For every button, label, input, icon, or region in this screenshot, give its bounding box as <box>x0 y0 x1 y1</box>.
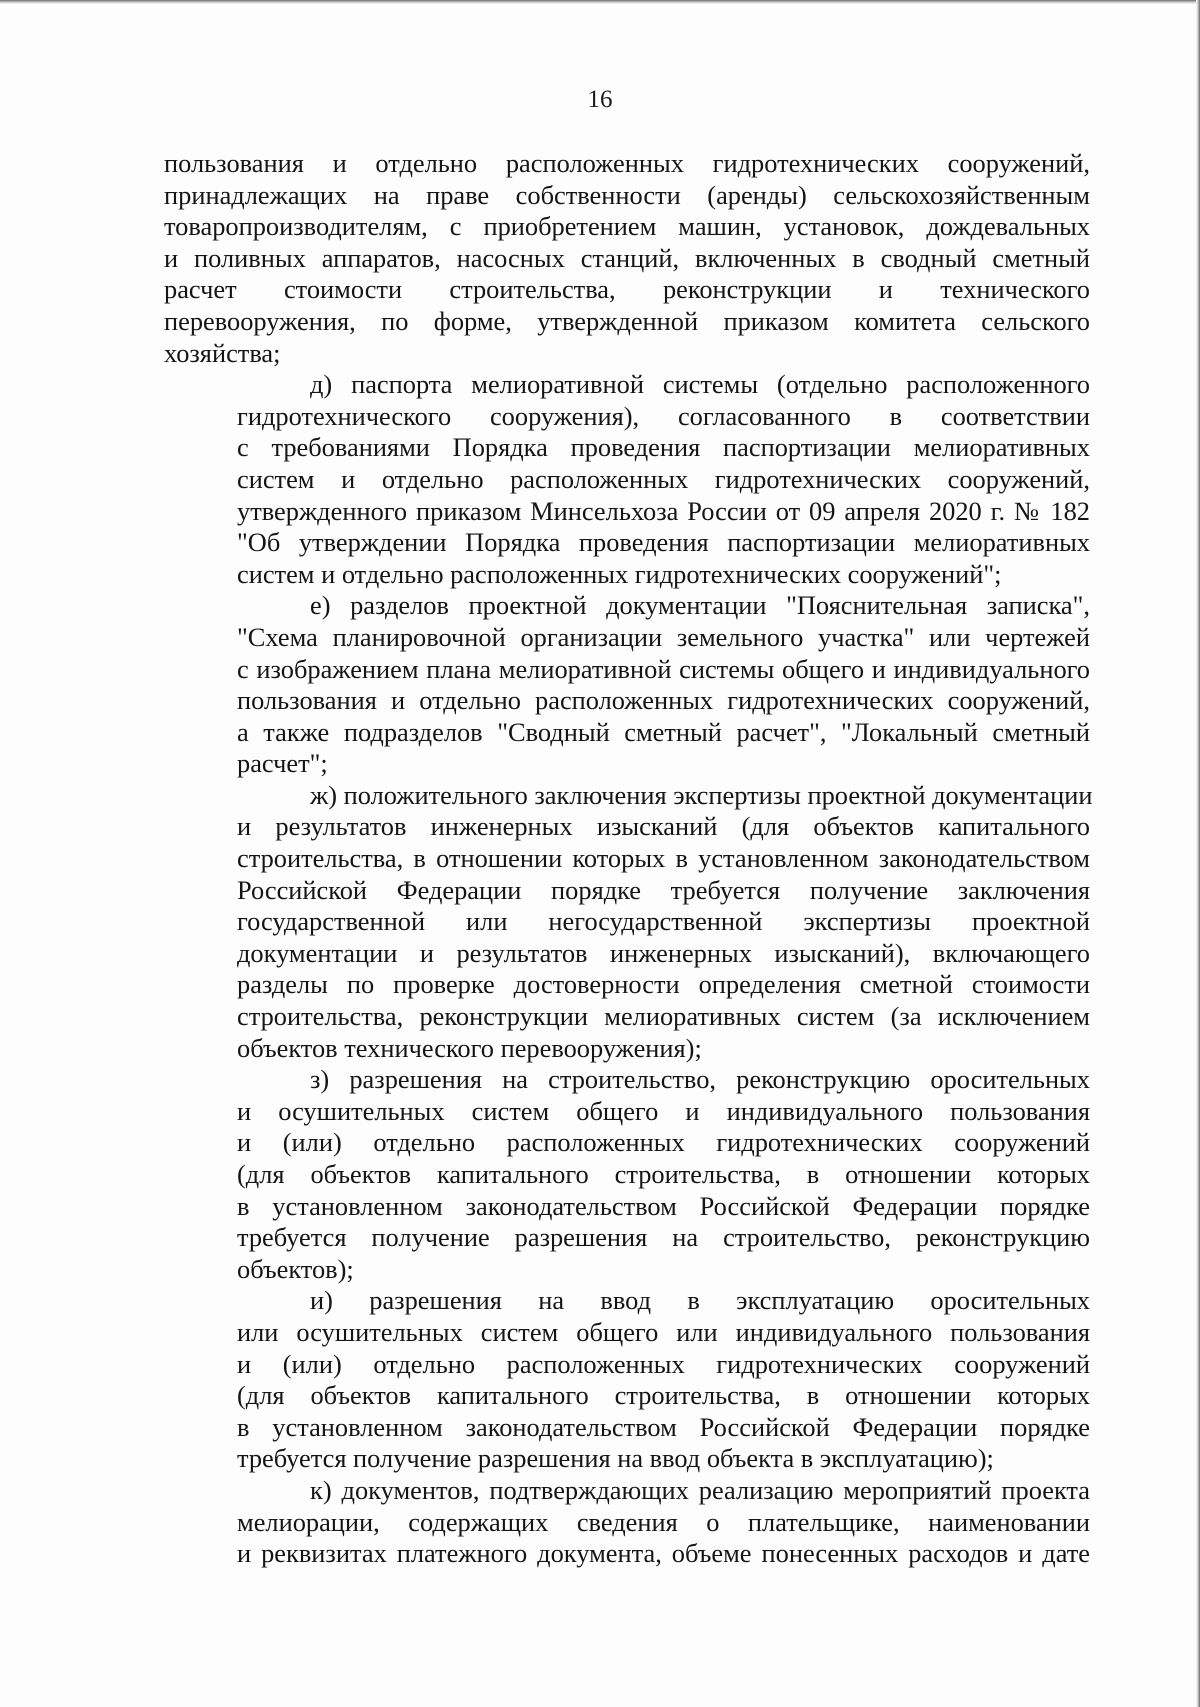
text-line: расчет"; <box>237 748 328 779</box>
paragraph-d <box>164 369 1090 590</box>
text-line: (для объектов капитального строительства, в отношении которых <box>237 1159 1090 1189</box>
text-line: требуется получение разрешения на ввод объекта в эксплуатацию); <box>237 1443 994 1474</box>
text-line: разделы по проверке достоверности определения сметной стоимости <box>237 969 1090 1000</box>
text-line: государственной или негосударственной экспертизы проектной <box>237 906 1090 937</box>
text-line: расчет стоимости строительства, реконструкции и технического <box>164 274 1090 305</box>
text-line: и (или) отдельно расположенных гидротехнических сооружений <box>237 1127 1090 1158</box>
text-line: д) паспорта мелиоративной системы (отдельно расположенного <box>310 369 1090 400</box>
document-body <box>164 148 1093 1570</box>
text-line: и осушительных систем общего и индивидуального пользования <box>237 1095 1090 1126</box>
text-line: (для объектов капитального строительства, в отношении которых <box>237 1380 1090 1411</box>
paragraph-e <box>164 590 1090 780</box>
text-line: документации и результатов инженерных изысканий), включающего <box>237 937 1090 968</box>
text-line: требуется получение разрешения на строительство, реконструкцию <box>237 1222 1090 1253</box>
page-number: 16 <box>587 86 613 113</box>
text-line: з) разрешения на строительство, реконструкцию оросительных <box>310 1064 1090 1095</box>
text-line: ж) положительного заключения экспертизы проектной документации <box>310 779 1093 810</box>
text-line: пользования и отдельно расположенных гидротехнических сооружений, <box>237 685 1090 716</box>
text-line: перевооружения, по форме, утвержденной приказом комитета сельского <box>164 305 1090 336</box>
text-line: е) разделов проектной документации "Пояснительная записка", <box>310 590 1090 621</box>
text-line: систем и отдельно расположенных гидротехнических сооружений"; <box>237 558 1002 589</box>
paragraph-z <box>164 1064 1090 1285</box>
text-line: "Об утверждении Порядка проведения паспортизации мелиоративных <box>237 527 1090 558</box>
text-line: с требованиями Порядка проведения паспортизации мелиоративных <box>237 432 1090 463</box>
text-line: принадлежащих на праве собственности (аренды) сельскохозяйственным <box>164 179 1090 210</box>
text-line: строительства, реконструкции мелиоративных систем (за исключением <box>237 1001 1090 1032</box>
text-line: или осушительных систем общего или индивидуального пользования <box>237 1316 1090 1347</box>
text-line: к) документов, подтверждающих реализацию мероприятий проекта <box>310 1474 1090 1505</box>
text-line: мелиорации, содержащих сведения о плательщике, наименовании <box>237 1506 1090 1537</box>
text-line: товаропроизводителям, с приобретением машин, установок, дождевальных <box>164 211 1090 242</box>
scan-edge-top <box>0 0 1200 4</box>
text-line: объектов технического перевооружения); <box>237 1032 702 1063</box>
text-line: хозяйства; <box>164 337 281 368</box>
paragraph-zh <box>164 779 1093 1064</box>
text-line: и (или) отдельно расположенных гидротехнических сооружений <box>237 1348 1090 1379</box>
text-line: гидротехнического сооружения), согласованного в соответствии <box>237 400 1090 431</box>
text-line: "Схема планировочной организации земельного участка" или чертежей <box>237 621 1090 652</box>
text-line: в установленном законодательством Российской Федерации порядке <box>237 1411 1090 1442</box>
text-line: и) разрешения на ввод в эксплуатацию оросительных <box>310 1285 1090 1316</box>
text-line: объектов); <box>237 1253 354 1284</box>
paragraph-i <box>164 1285 1090 1475</box>
text-line: пользования и отдельно расположенных гидротехнических сооружений, <box>164 148 1090 178</box>
text-line: Российской Федерации порядке требуется получение заключения <box>237 874 1090 905</box>
text-line: и результатов инженерных изысканий (для объектов капитального <box>237 811 1090 842</box>
text-line: систем и отдельно расположенных гидротехнических сооружений, <box>237 463 1090 494</box>
text-line: и реквизитах платежного документа, объеме понесенных расходов и дате <box>237 1538 1090 1569</box>
text-line: в установленном законодательством Российской Федерации порядке <box>237 1190 1090 1221</box>
text-line: а также подразделов "Сводный сметный расчет", "Локальный сметный <box>237 716 1090 747</box>
scan-edge-right <box>1196 0 1200 1707</box>
text-line: утвержденного приказом Минсельхоза России от 09 апреля 2020 г. № 182 <box>237 495 1090 526</box>
paragraph-continuation <box>164 148 1090 369</box>
text-line: с изображением плана мелиоративной системы общего и индивидуального <box>237 653 1090 684</box>
text-line: и поливных аппаратов, насосных станций, включенных в сводный сметный <box>164 242 1090 273</box>
text-line: строительства, в отношении которых в установленном законодательством <box>237 843 1090 874</box>
paragraph-k <box>164 1475 1090 1570</box>
